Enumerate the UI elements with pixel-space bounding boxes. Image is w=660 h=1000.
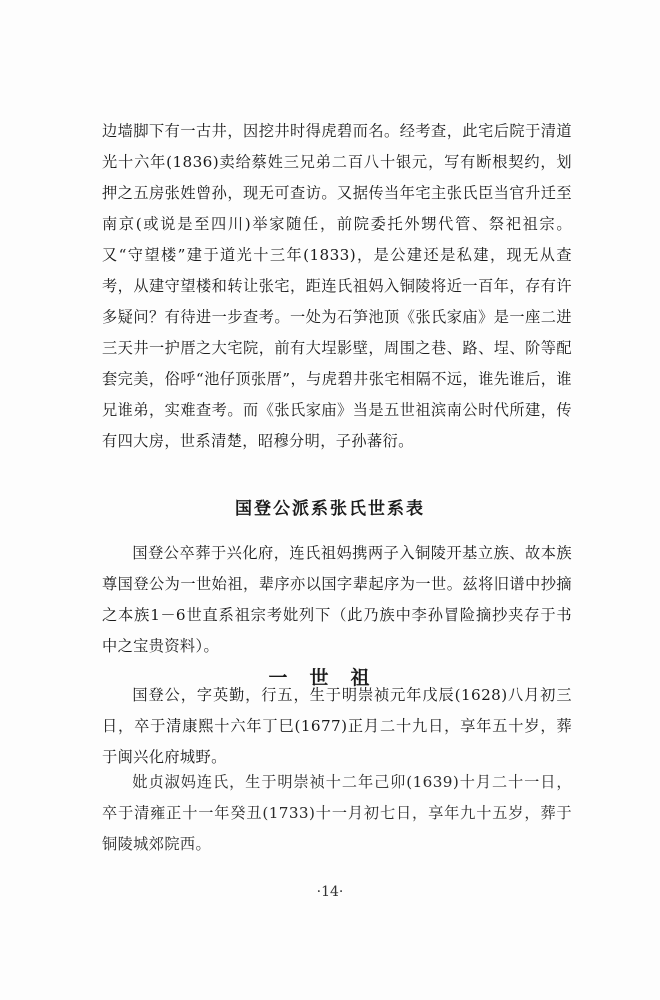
founder-paragraph: 国登公，字英勤，行五，生于明崇祯元年戊辰(1628)八月初三日，卒于清康熙十六年丁巳(1677)正月二十九日，享年五十岁，葬于闽兴化府城野。 <box>102 686 572 766</box>
spouse-paragraph: 妣贞淑妈连氏，生于明崇祯十二年己卯(1639)十月二十一日，卒于清雍正十一年癸丑(1733)十一月初七日，享年九十五岁，葬于铜陵城郊院西。 <box>102 773 572 853</box>
lead-paragraph: 国登公卒葬于兴化府，连氏祖妈携两子入铜陵开基立族、故本族尊国登公为一世始祖，辈序亦以国字辈起序为一世。兹将旧谱中抄摘之本族1－6世直系祖宗考妣列下（此乃族中李孙冒险摘抄夹存于书中之宝贵资料）。 <box>102 544 572 655</box>
page-number: ·14· <box>316 884 344 900</box>
section-title: 国登公派系张氏世系表 <box>235 499 425 519</box>
generation-heading: 一世祖 <box>268 667 392 689</box>
intro-paragraph: 边墙脚下有一古井，因挖井时得虎碧而名。经考查，此宅后院于清道光十六年(1836)卖给蔡姓三兄弟二百八十银元，写有断根契约，划押之五房张姓曾孙，现无可查访。又据传当年宅主张氏臣当官升迁至南京(或说是至四川)举家随任，前院委托外甥代管、祭祀祖宗。又“守望楼”建于道光十三年(1833)，是公建还是私建，现无从查考，从建守望楼和转让张宅，距连氏祖妈入铜陵将近一百年，存有许多疑问？有待进一步查考。一处为石笋池顶《张氏家庙》是一座二进三天井一护厝之大宅院，前有大埕影壁，周围之巷、路、埕、阶等配套完美，俗呼“池仔顶张厝”，与虎碧井张宅相隔不远，谁先谁后，谁兄谁弟，实难查考。而《张氏家庙》当是五世祖滨南公时代所建，传有四大房，世系清楚，昭穆分明，子孙蕃衍。 <box>102 122 572 450</box>
